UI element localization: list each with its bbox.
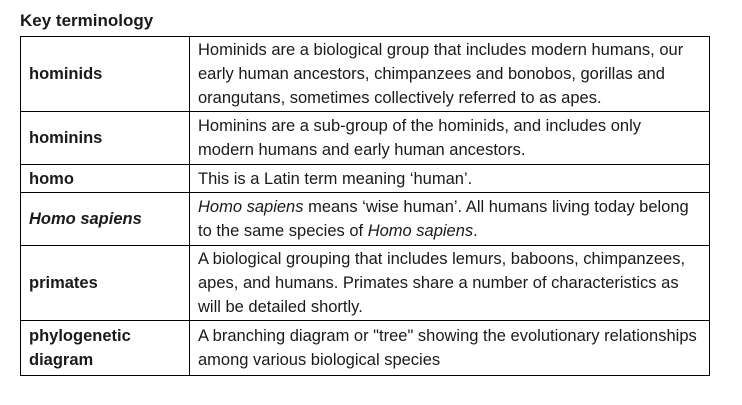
term-cell: hominids — [21, 37, 190, 112]
term-cell: primates — [21, 246, 190, 321]
definition-cell: This is a Latin term meaning ‘human’. — [190, 165, 710, 193]
table-row — [21, 37, 710, 112]
italic-species-name: Homo sapiens — [367, 222, 474, 240]
page-heading: Key terminology — [20, 11, 154, 30]
terminology-table — [20, 36, 710, 376]
term-cell: Homo sapiens — [21, 193, 190, 246]
table-row — [21, 246, 710, 321]
definition-cell: A branching diagram or "tree" showing the evolutionary relationships among various biological species — [190, 321, 710, 376]
definition-cell: Hominids are a biological group that includes modern humans, our early human ancestors, chimpanzees and bonobos, gorillas and orangutans, sometimes collectively referred to as apes. — [190, 37, 710, 112]
term-cell: hominins — [21, 112, 190, 165]
table-row — [21, 112, 710, 165]
term-cell: homo — [21, 165, 190, 193]
definition-cell: Hominins are a sub-group of the hominids, and includes only modern humans and early human ancestors. — [190, 112, 710, 165]
table-row — [21, 165, 710, 193]
definition-text: means ‘wise human’. All humans living today belong to the same species of — [198, 198, 689, 240]
definition-cell — [190, 193, 710, 246]
italic-species-name: Homo sapiens — [198, 198, 304, 216]
table-row — [21, 321, 710, 376]
definition-text: . — [473, 222, 478, 240]
table-row — [21, 193, 710, 246]
term-cell: phylogenetic diagram — [21, 321, 190, 376]
definition-cell: A biological grouping that includes lemurs, baboons, chimpanzees, apes, and humans. Primates share a number of characteristics as will be detailed shortly. — [190, 246, 710, 321]
